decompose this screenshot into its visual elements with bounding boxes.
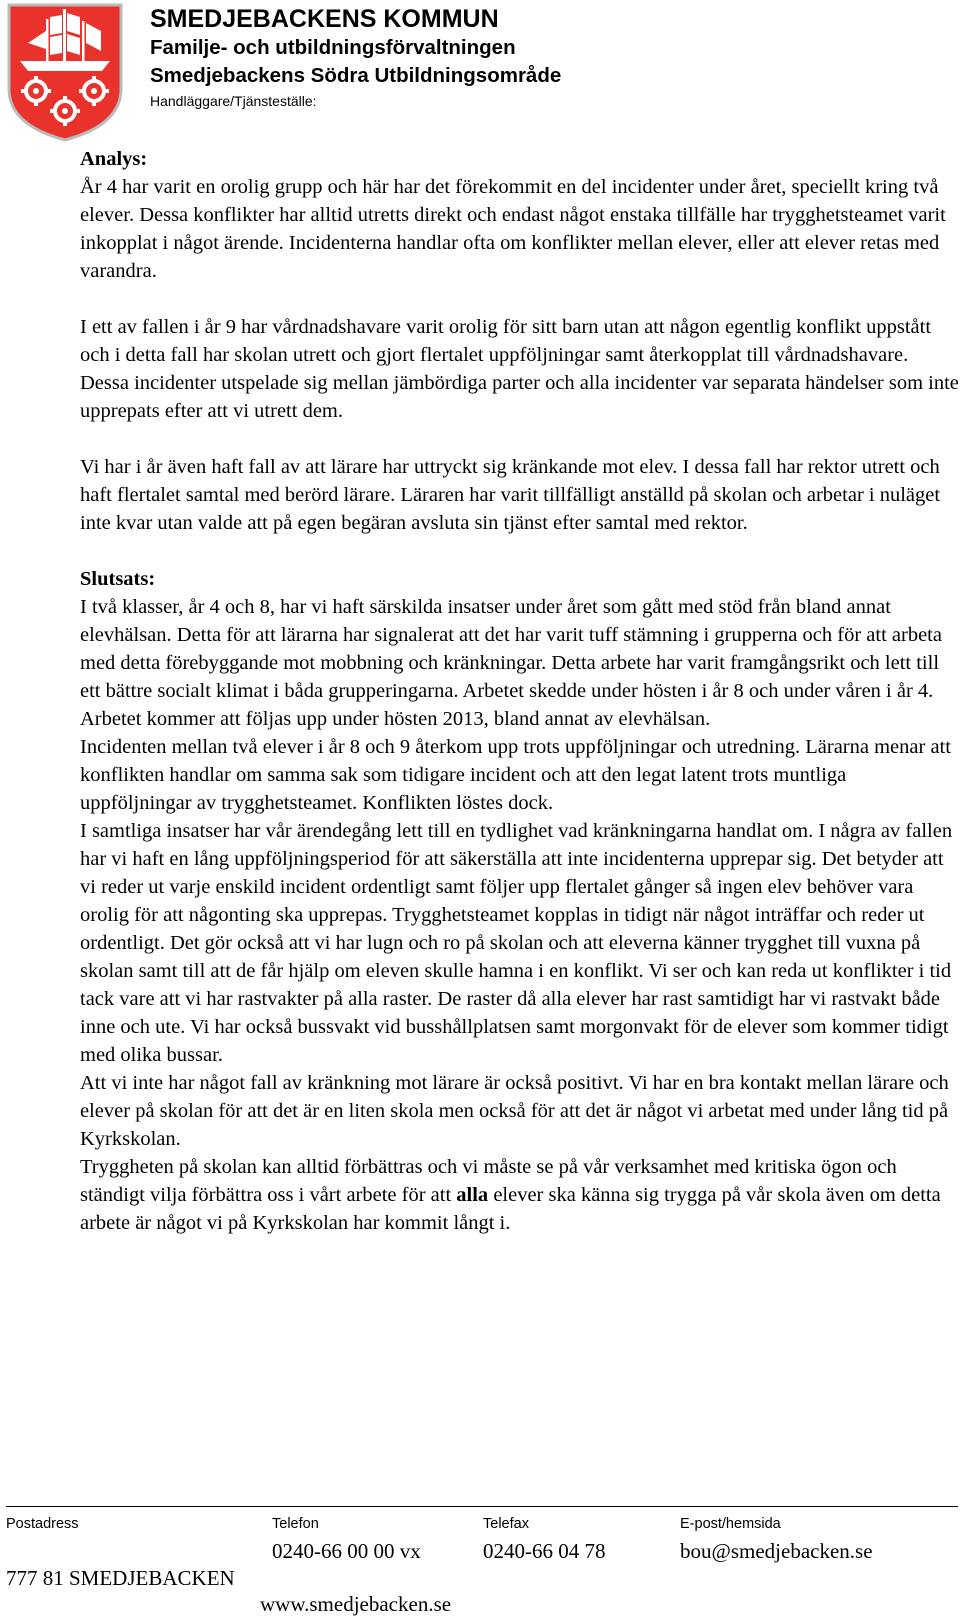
coat-of-arms-icon	[6, 3, 124, 143]
p5-text-start: Tryggheten på skolan kan alltid förbättras och vi måste se på vår verksamhet med kritiska ögon och ständigt vilja förbättra oss i vårt arbete för att	[80, 1156, 897, 1206]
footer-divider	[6, 1506, 958, 1507]
municipal-logo	[6, 3, 124, 143]
municipality-name: SMEDJEBACKENS KOMMUN	[150, 5, 499, 33]
telefon-label: Telefon	[272, 1516, 319, 1532]
document-body	[80, 145, 960, 1237]
telefon-value: 0240-66 00 00 vx	[272, 1539, 421, 1563]
letterhead	[150, 4, 561, 111]
p5-text-end: elever ska känna sig trygga på vår skola även om detta arbete är något vi på Kyrkskolan har kommit långt i.	[80, 1184, 941, 1234]
slutsats-paragraph-5	[80, 1153, 960, 1237]
slutsats-paragraph-3: I samtliga insatser har vår ärendegång lett till en tydlighet vad kränkningarna handlat om. I några av fallen har vi haft en lång uppföljningsperiod för att säkerställa att inte incidenterna upprepar sig. Det betyder att vi reder ut varje enskild incident ordentligt samt följer upp flertalet gånger så ingen elev behöver vara orolig för att någonting ska upprepas. Trygghetsteamet kopplas in tidigt när något inträffar och reder ut ordentligt. Det gör också att vi har lugn och ro på skolan och att eleverna känner trygghet till vuxna på skolan samt till att de får hjälp om eleven skulle hamna i en konflikt. Vi ser och kan reda ut konflikter i tid tack vare att vi har rastvakter på alla raster. De raster då alla elever har rast samtidigt har vi rastvakt både inne och ute. Vi har också bussvakt vid busshållplatsen samt morgonvakt för de elever som kommer tidigt med olika bussar.	[80, 820, 953, 1066]
postadress-label: Postadress	[6, 1516, 79, 1532]
slutsats-paragraph-2: Incidenten mellan två elever i år 8 och 9 återkom upp trots uppföljningar och utredning. Lärarna menar att konflikten handlar om samma sak som tidigare incident och att den legat latent trots muntliga uppföljningar av trygghetsteamet. Konflikten löstes dock.	[80, 736, 951, 814]
postadress-value: 777 81 SMEDJEBACKEN	[6, 1566, 235, 1590]
telefax-value: 0240-66 04 78	[483, 1539, 606, 1563]
telefax-label: Telefax	[483, 1516, 529, 1532]
p5-emphasis: alla	[456, 1184, 489, 1206]
area-name: Smedjebackens Södra Utbildningsområde	[150, 64, 562, 87]
analys-paragraph-1: År 4 har varit en orolig grupp och här har det förekommit en del incidenter under året, speciellt kring två elever. Dessa konflikter har alltid utretts direkt och endast något enstaka tillfälle har trygghetsteamet varit inkopplat i något ärende. Incidenterna handlar ofta om konflikter mellan elever, eller att elever retas med varandra.	[80, 176, 946, 282]
epost-value: bou@smedjebacken.se	[680, 1539, 873, 1563]
analys-paragraph-2: I ett av fallen i år 9 har vårdnadshavare varit orolig för sitt barn utan att någon egentlig konflikt uppstått och i detta fall har skolan utrett och gjort flertalet uppföljningar samt återkopplat till vårdnadshavare.	[80, 316, 932, 366]
website-value: www.smedjebacken.se	[260, 1592, 452, 1616]
slutsats-paragraph-4: Att vi inte har något fall av kränkning mot lärare är också positivt. Vi har en bra kontakt mellan lärare och elever på skolan för att det är en liten skola men också för att det är något vi arbetat med under lång tid på Kyrkskolan.	[80, 1072, 949, 1150]
slutsats-heading: Slutsats:	[80, 568, 156, 590]
handler-label: Handläggare/Tjänsteställe:	[150, 93, 317, 109]
epost-label: E-post/hemsida	[680, 1516, 781, 1532]
department-name: Familje- och utbildningsförvaltningen	[150, 36, 516, 59]
analys-paragraph-4: Vi har i år även haft fall av att lärare har uttryckt sig kränkande mot elev. I dessa fall har rektor utrett och haft flertalet samtal med berörd lärare. Läraren har varit tillfälligt anställd på skolan och arbetar i nuläget inte kvar utan valde att på egen begäran avsluta sin tjänst efter samtal med rektor.	[80, 456, 941, 534]
analys-paragraph-3: Dessa incidenter utspelade sig mellan jämbördiga parter och alla incidenter var separata händelser som inte upprepats efter att vi utrett dem.	[80, 372, 959, 422]
slutsats-paragraph-1: I två klasser, år 4 och 8, har vi haft särskilda insatser under året som gått med stöd från bland annat elevhälsan. Detta för att lärarna har signalerat att det har varit tuff stämning i grupperna och för att arbeta med detta förebyggande mot mobbning och kränkningar. Detta arbete har varit framgångsrikt och lett till ett bättre socialt klimat i båda grupperingarna. Arbetet skedde under hösten i år 8 och under våren i år 4. Arbetet kommer att följas upp under hösten 2013, bland annat av elevhälsan.	[80, 596, 942, 730]
analys-heading: Analys:	[80, 148, 148, 170]
